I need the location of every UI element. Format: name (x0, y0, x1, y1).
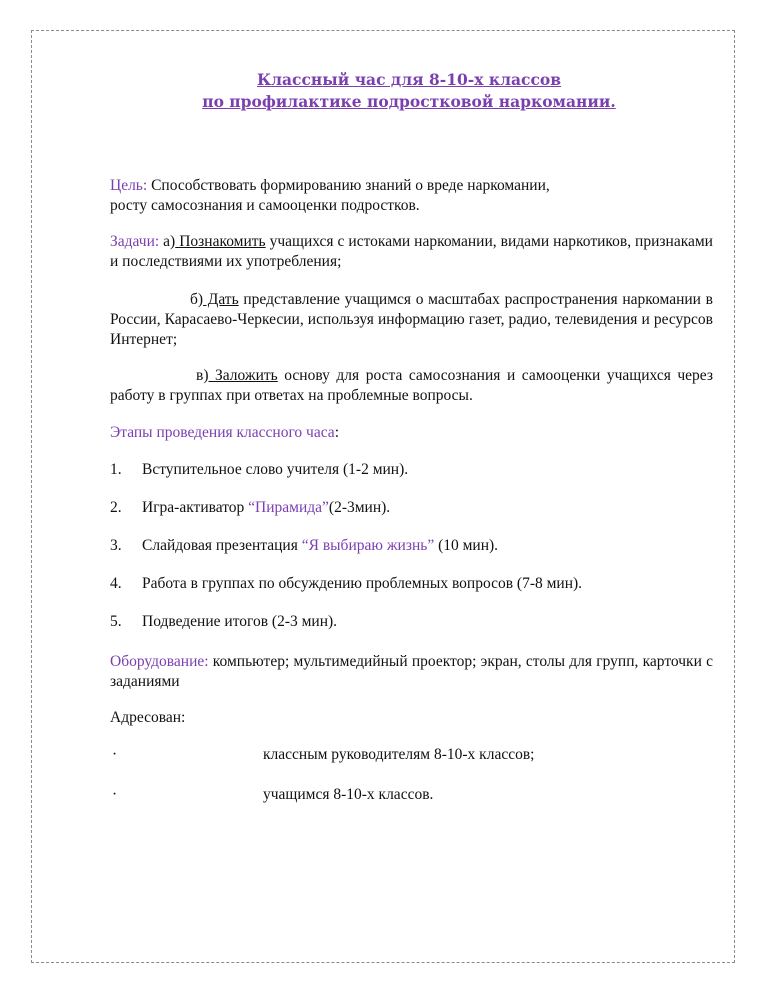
stage-highlight: “Пирамида” (248, 499, 329, 516)
addressed-label: Адресован: (110, 709, 186, 726)
stage-item (110, 537, 498, 555)
title-line-2: по профилактике подростковой наркомании. (202, 92, 616, 111)
stage-text: Подведение итогов (2-3 мин). (142, 613, 338, 630)
task-c-paragraph (110, 366, 713, 406)
equipment-label: Оборудование: (110, 653, 209, 670)
task-b-text: представление учащимся о масштабах распространения наркомании в России, Карасаево-Черкесии, используя информацию газет, радио, телевидения и ресурсов Интернет; (110, 291, 713, 348)
stage-number: 2. (110, 499, 122, 516)
stage-item (110, 575, 582, 593)
bullet-text: классным руководителям 8-10-х классов; (263, 746, 535, 763)
stage-number: 1. (110, 461, 122, 478)
stage-number: 3. (110, 537, 122, 554)
title-line-1: Классный час для 8-10-х классов (256, 70, 562, 89)
stage-highlight: “Я выбираю жизнь” (301, 537, 435, 554)
task-b-paragraph (110, 290, 713, 350)
stage-item (110, 461, 408, 479)
stage-number: 4. (110, 575, 122, 592)
equipment-paragraph (110, 652, 713, 692)
task-a-text: учащихся с истоками наркомании, видами наркотиков, признаками и последствиями их употребления; (110, 233, 713, 270)
stage-number: 5. (110, 613, 122, 630)
task-c-prefix: в) (196, 367, 209, 384)
task-b-prefix: б) (190, 291, 204, 308)
stage-text: Вступительное слово учителя (1-2 мин). (142, 461, 409, 478)
bullet-mark: · (112, 786, 118, 803)
task-c-text: основу для роста самосознания и самооценки учащихся через работу в группах при ответах на проблемные вопросы. (110, 367, 713, 404)
stages-heading (110, 423, 713, 443)
task-c-keyword: Заложить (208, 367, 278, 384)
stage-text-after: (2-3мин). (328, 499, 391, 516)
stage-text-after: (10 мин). (434, 537, 499, 554)
stage-text: Работа в группах по обсуждению проблемных вопросов (7-8 мин). (142, 575, 583, 592)
task-b-keyword: Дать (203, 291, 239, 308)
stage-text: Слайдовая презентация (142, 537, 302, 554)
task-a-keyword: Познакомить (175, 233, 266, 250)
goal-label: Цель: (110, 177, 148, 194)
bullet-text: учащимся 8-10-х классов. (263, 786, 434, 803)
stage-item (110, 499, 390, 517)
equipment-text: компьютер; мультимедийный проектор; экран, столы для групп, карточки с заданиями (110, 653, 713, 690)
tasks-label: Задачи: (110, 233, 160, 250)
stage-text: Игра-активатор (142, 499, 249, 516)
stage-item (110, 613, 337, 631)
goal-text-1: Способствовать формированию знаний о вреде наркомании, (147, 177, 550, 194)
stages-heading-text: Этапы проведения классного часа (110, 424, 335, 441)
stages-heading-colon: : (334, 424, 339, 441)
task-a-paragraph (110, 232, 713, 272)
goal-paragraph (110, 176, 713, 216)
task-a-prefix: а) (159, 233, 176, 250)
page-border (31, 30, 735, 963)
bullet-mark: · (112, 746, 118, 763)
goal-text-2: росту самосознания и самооценки подростков. (110, 197, 420, 214)
